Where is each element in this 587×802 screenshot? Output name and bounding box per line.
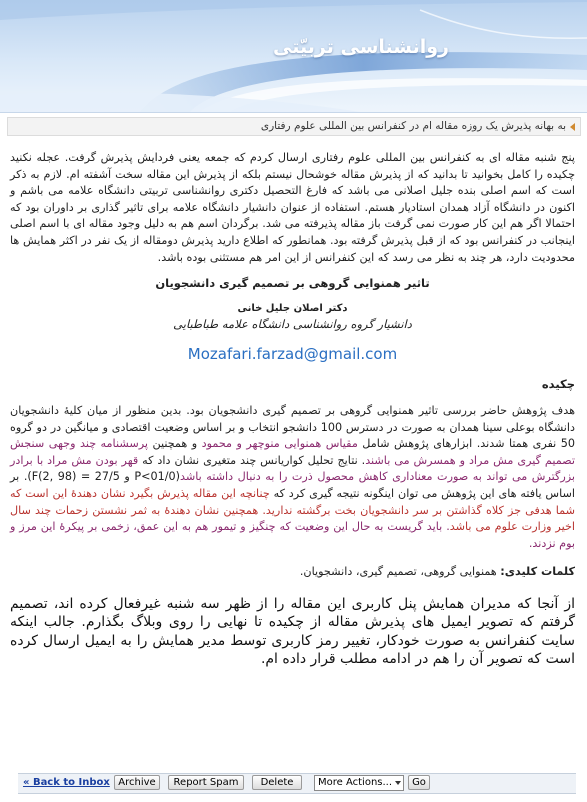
- abstract-text: هدف پژوهش حاضر بررسی تاثیر همنوایی گروهی بر تصمیم گیری دانشجویان بود. بدین منظور از میان کلیۀ دانشجویان دانشگاه بوعلی سینا همدان به صورت در دسترس 100 دانشجو انتخاب و بر اساس وضعیت اقتصادی و میانگین در دو گروه 50 نفری همتا شدند. ابزارهای پژوهش شامل: [10, 403, 575, 451]
- abstract-text: (P<01/0 و F(2, 98) = 27/5). بر اساس یافته های این پژوهش می توان اینگونه نتیجه گیری کرد که: [10, 470, 575, 500]
- abstract-heading: چکیده: [541, 377, 575, 392]
- blog-title[interactable]: روانشناسی تربیّتی: [273, 36, 449, 58]
- paper-title: تاثیر همنوایی گروهی بر تصمیم گیری دانشجویان: [155, 276, 430, 291]
- post-body: [10, 150, 575, 669]
- intro-paragraph: پنج شنبه مقاله ای به کنفرانس بین المللی علوم رفتاری ارسال کردم که جمعه یعنی فردایش پذیرش گرفت. عجله نکنید چکیده را کامل بخوانید تا بدانید که از پذیرش مقاله خوشحال نیستم بلکه از پذیرش این مقاله سخت آشفته ام. لازم به ذکر است که اسم اصلی بنده جلیل اصلانی می باشد که فارغ التحصیل دکتری روانشناسی تربیتی دانشگاه علامه می باشم و اکنون در دانشگاه آزاد همدان استادیار هستم. استفاده از عنوان دانشیار دانشگاه علامه برای تاثیر گذاری بر داوران بود که احتمالا اگر هم این کار صورت نمی گرفت باز مقاله پذیرفته می شد. برگردان اسم هم به دلیل وجود مقاله ای با اسم اصلی اینجانب در کنفرانس بود که از قبل پذیرش گرفته بود. همانطور که اطلاع دارید پذیرش دومقاله از یک نفر در اکثر همایش ها محدودیت دارد، هر چند به نظر می رسد که این کنفرانس از این امر هم مستثنی بوده باشد.: [10, 151, 575, 264]
- abstract-highlight-conclusion: چنانچه این مقاله پذیرش بگیرد نشان دهندۀ این است که شما هدفی جز کلاه گذاشتن بر سر دانشجویان بخت برگشته ندارید. همچنین نشان دهندۀ به ثمر نشستن زحمات چند سال اخیر وزارت علوم می باشد: [10, 486, 575, 534]
- report-spam-button[interactable]: Report Spam: [168, 775, 244, 790]
- author-email-link[interactable]: Mozafari.farzad@gmail.com: [187, 344, 398, 363]
- abstract-closing-text: . باید گریست به حال این وضعیت که چنگیز و تیمور هم به این عمق، زخمی بر پیکرۀ این مرز و بوم نزدند.: [10, 520, 575, 550]
- go-button[interactable]: Go: [408, 775, 430, 790]
- abstract-highlight-result: قهر بودن مش مراد با برادر بزرگترش می تواند به صورت معناداری کاهش محصول ذرت را به دنبال داشته باشد: [10, 453, 576, 484]
- closing-paragraph: از آنجا که مدیران همایش پنل کاربری این مقاله را از ظهر سه شنبه غیرفعال کرده اند، تصمیم گرفتم که تصویر ایمیل های پذیرش مقاله از چکیده تا نهایی را روی وبلاگ بگذارم. جالب اینکه سایت کنفرانس به صورت خودکار، تغییر رمز کاربری توسط مدیر همایش را به ایمیل ارسال کرده است که تصویر آن را هم در ادامه مطلب قرار داده ام.: [10, 595, 575, 668]
- post-title-bar: [7, 117, 581, 136]
- delete-button[interactable]: Delete: [252, 775, 302, 790]
- archive-button[interactable]: Archive: [114, 775, 160, 790]
- bullet-arrow-icon: [570, 123, 575, 131]
- post-title-link[interactable]: به بهانه پذیرش یک روزه مقاله ام در کنفرانس بین المللی علوم رفتاری: [260, 120, 566, 132]
- keywords-line: [10, 564, 575, 581]
- abstract-text: . نتایج تحلیل کواریانس چند متغیری نشان داد که: [138, 453, 366, 467]
- abstract-paragraph: [10, 403, 575, 552]
- more-actions-select[interactable]: [314, 775, 404, 791]
- keywords-label: کلمات کلیدی:: [500, 565, 575, 579]
- back-to-inbox-link[interactable]: « Back to Inbox: [23, 777, 110, 788]
- abstract-highlight-questionnaire: پرسشنامه چند وجهی سنجش تصمیم گیری مش مراد و همسرش می باشند: [10, 437, 575, 467]
- abstract-text: و همچنین: [147, 437, 202, 451]
- more-actions-label: More Actions...: [318, 777, 393, 788]
- blog-header: [0, 0, 587, 113]
- paper-affiliation: دانشیار گروه روانشناسی دانشگاه علامه طباطبایی: [173, 316, 412, 331]
- paper-author: دکتر اصلان جلیل خانی: [237, 302, 348, 314]
- gmail-toolbar-screenshot: [18, 773, 576, 794]
- dropdown-arrow-icon: [395, 781, 401, 785]
- abstract-highlight-scale: مقیاس همنوایی منوچهر و محمود: [201, 437, 358, 451]
- keywords-list: همنوایی گروهی، تصمیم گیری، دانشجویان.: [299, 565, 501, 579]
